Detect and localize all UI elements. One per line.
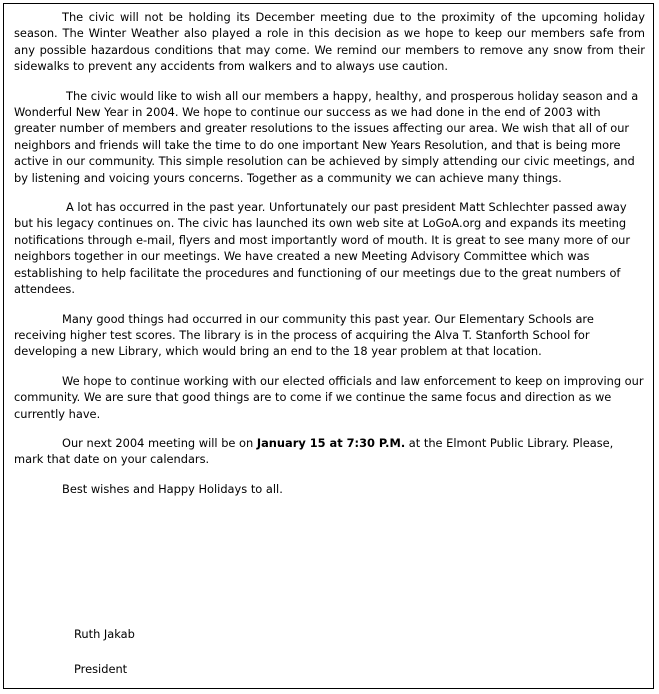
closing-line: Best wishes and Happy Holidays to all. (62, 481, 283, 496)
meeting-date-time: January 15 at 7:30 P.M. (256, 435, 406, 450)
letter-body (14, 9, 645, 497)
paragraph-holiday-wishes: The civic would like to wish all our members a happy, healthy, and prosperous holiday season and a Wonderful New Year in 2004. We hope to continue our success as we had done in the end of 2003 with greater number of members and greater resolutions to the issues affecting our area. We wish that all of our neighbors and friends will take the time to do one important New Years Resolution, and that is being more active in our community. This simple resolution can be achieved by simply attending our civic meetings, and by listening and voicing yours concerns. Together as a community we can achieve many things. (14, 88, 639, 185)
paragraph-next-meeting (14, 435, 645, 468)
paragraph-good-things: Many good things had occurred in our community this past year. Our Elementary Schools are receiving higher test scores. The library is in the process of acquiring the Alva T. Stanforth School for developing a new Library, which would bring an end to the 18 year problem at that location. (14, 311, 594, 359)
paragraph-past-year: A lot has occurred in the past year. Unfortunately our past president Matt Schlechter passed away but his legacy continues on. The civic has launched its own web site at LoGoA.org and expands its meeting notifications through e-mail, flyers and most importantly word of mouth. It is great to see many more of our neighbors together in our meetings. We have created a new Meeting Advisory Committee which was establishing to help facilitate the procedures and functioning of our meetings due to the great numbers of attendees. (14, 200, 631, 297)
paragraph-december-meeting: The civic will not be holding its December meeting due to the proximity of the upcoming holiday season. The Winter Weather also played a role in this decision as we hope to keep our members safe from any possible hazardous conditions that may come. We remind our members to remove any snow from their sidewalks to prevent any accidents from walkers and to always use caution. (14, 10, 645, 74)
signature-name: Ruth Jakab (74, 627, 135, 641)
signature-title: President (74, 662, 128, 676)
meeting-text-after: at the Elmont Public Library. Please, mark that date on your calendars. (14, 435, 614, 467)
meeting-text-before: Our next 2004 meeting will be on (62, 435, 257, 450)
paragraph-elected-officials: We hope to continue working with our elected officials and law enforcement to keep on improving our community. We are sure that good things are to come if we continue the same focus and direction as we currently have. (14, 373, 644, 421)
